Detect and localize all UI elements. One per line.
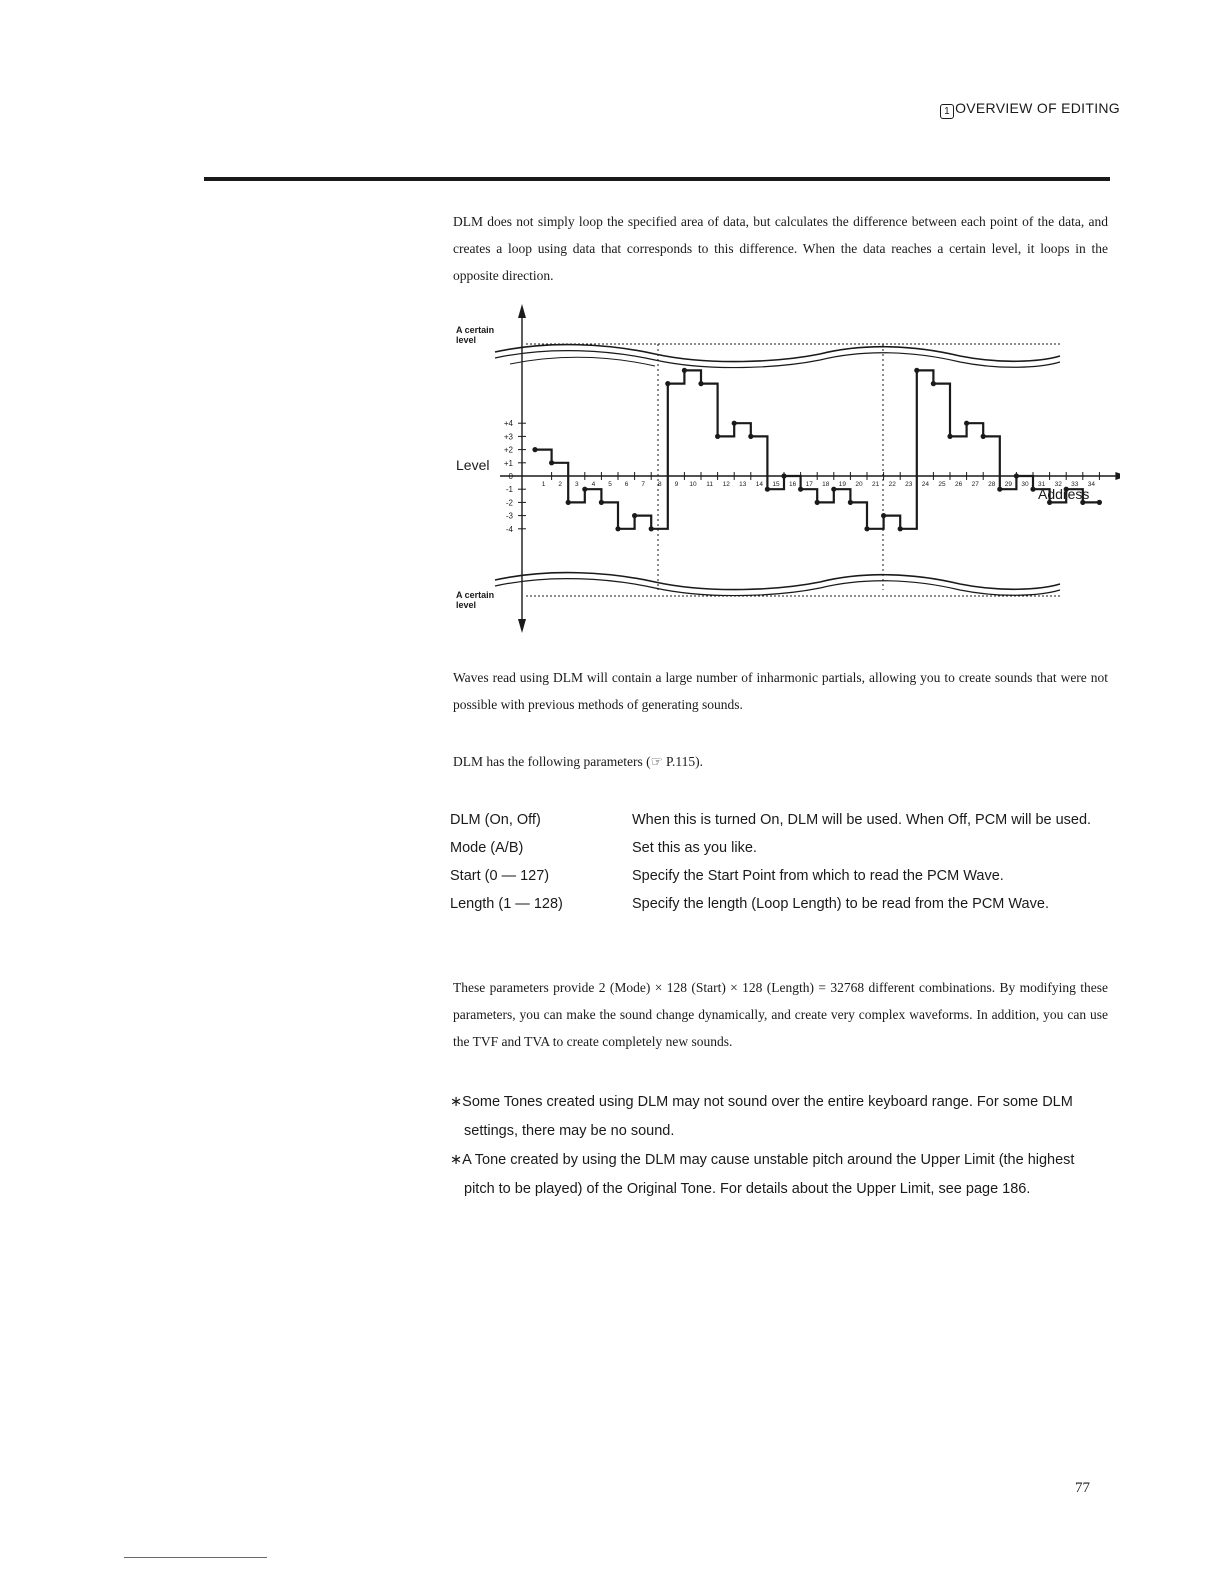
y-axis-label: Level <box>456 457 490 473</box>
data-point <box>981 434 986 439</box>
data-point <box>947 434 952 439</box>
x-tick-label: 15 <box>772 481 780 488</box>
x-tick-label: 20 <box>855 481 863 488</box>
data-point <box>881 513 886 518</box>
parameter-row <box>450 806 1110 834</box>
data-point <box>549 460 554 465</box>
data-point <box>1097 500 1102 505</box>
x-tick-label: 21 <box>871 481 880 488</box>
parameter-description: Specify the length (Loop Length) to be read from the PCM Wave. <box>632 896 1049 912</box>
x-tick-label: 8 <box>657 481 662 488</box>
data-point <box>1014 473 1019 478</box>
partials-paragraph: Waves read using DLM will contain a large number of inharmonic partials, allowing you to create sounds that were not possible with previous methods of generating sounds. <box>453 670 1108 712</box>
y-tick-label: +1 <box>503 458 513 468</box>
data-point <box>931 381 936 386</box>
data-point <box>732 421 737 426</box>
data-point <box>682 368 687 373</box>
data-point <box>765 487 770 492</box>
data-point <box>864 526 869 531</box>
intro-paragraph: DLM does not simply loop the specified area of data, but calculates the difference between each point of the data, and creates a loop using data that corresponds to this difference. When the data reaches a certain level, it loops in the opposite direction. <box>453 214 1108 283</box>
x-tick-label: 33 <box>1071 481 1079 488</box>
data-point <box>1030 487 1035 492</box>
section-title: OVERVIEW OF EDITING <box>955 100 1120 116</box>
data-point <box>848 500 853 505</box>
parameters-intro: DLM has the following parameters (☞ P.115). <box>453 754 704 769</box>
data-point <box>831 487 836 492</box>
parameter-description: Specify the Start Point from which to read the PCM Wave. <box>632 868 1004 884</box>
x-tick-label: 27 <box>971 481 979 488</box>
note-item: ∗A Tone created by using the DLM may cause unstable pitch around the Upper Limit (the highest pitch to be played) of the Original Tone. For details about the Upper Limit, see page 186. <box>450 1152 1075 1197</box>
x-tick-label: 25 <box>938 481 946 488</box>
x-tick-label: 10 <box>689 481 697 488</box>
data-point <box>964 421 969 426</box>
data-point <box>566 500 571 505</box>
data-point <box>582 487 587 492</box>
parameter-table <box>450 806 1110 918</box>
data-point <box>632 513 637 518</box>
data-point <box>599 500 604 505</box>
x-tick-label: 32 <box>1054 481 1062 488</box>
footer-line <box>124 1557 267 1558</box>
notes-list <box>450 1088 1105 1204</box>
x-tick-label: 29 <box>1004 481 1013 488</box>
top-level-label: A certain level <box>456 325 495 345</box>
waveform-line <box>535 370 1099 528</box>
parameter-name: Length (1 — 128) <box>450 896 563 912</box>
x-tick-label: 30 <box>1021 481 1029 488</box>
data-point <box>898 526 903 531</box>
data-point <box>532 447 537 452</box>
parameter-row <box>450 834 1110 862</box>
x-tick-label: 16 <box>788 481 797 488</box>
data-point <box>715 434 720 439</box>
x-tick-label: 3 <box>574 481 579 488</box>
x-tick-label: 12 <box>722 481 730 488</box>
x-tick-label: 28 <box>988 481 996 488</box>
x-axis-arrow-icon <box>1115 472 1120 480</box>
bottom-level-label: A certain level <box>456 590 495 610</box>
x-axis-label: Address <box>1038 486 1090 502</box>
x-tick-label: 4 <box>591 481 596 488</box>
parameter-name: DLM (On, Off) <box>450 812 541 828</box>
parameter-description: When this is turned On, DLM will be used. When Off, PCM will be used. <box>632 812 1092 828</box>
dlm-diagram <box>440 300 1120 645</box>
note-item: ∗Some Tones created using DLM may not sound over the entire keyboard range. For some DLM settings, there may be no sound. <box>450 1094 1073 1139</box>
parameter-row <box>450 890 1110 918</box>
x-tick-label: 19 <box>838 481 847 488</box>
y-tick-label: -4 <box>505 524 513 534</box>
x-tick-label: 9 <box>674 481 679 488</box>
combinations-paragraph: These parameters provide 2 (Mode) × 128 (Start) × 128 (Length) = 32768 different combinations. By modifying these parameters, you can make the sound change dynamically, and create very complex waveforms. In addition, you can use the TVF and TVA to create completely new sounds. <box>453 980 1108 1049</box>
section-number-box: 1 <box>940 104 954 119</box>
x-tick-label: 2 <box>558 481 563 488</box>
data-point <box>997 487 1002 492</box>
data-point <box>815 500 820 505</box>
y-tick-label: -2 <box>505 498 513 508</box>
y-tick-label: +4 <box>503 419 513 429</box>
x-tick-label: 26 <box>954 481 963 488</box>
x-tick-label: 1 <box>541 481 546 488</box>
x-tick-label: 22 <box>888 481 896 488</box>
data-point <box>665 381 670 386</box>
parameter-row <box>450 862 1110 890</box>
x-tick-label: 7 <box>641 481 646 488</box>
data-point <box>914 368 919 373</box>
x-tick-label: 5 <box>608 481 612 488</box>
page-number: 77 <box>1075 1480 1090 1496</box>
data-point <box>698 381 703 386</box>
data-point <box>781 473 786 478</box>
y-tick-label: 0 <box>508 472 513 481</box>
data-point <box>615 526 620 531</box>
y-tick-label: -1 <box>505 485 513 495</box>
header-rule <box>204 177 1110 181</box>
y-tick-label: -3 <box>505 511 513 521</box>
x-tick-label: 24 <box>921 481 930 488</box>
parameter-name: Start (0 — 127) <box>450 868 550 884</box>
x-tick-label: 11 <box>706 481 713 488</box>
x-tick-label: 23 <box>905 481 913 488</box>
parameter-description: Set this as you like. <box>632 840 757 856</box>
x-tick-label: 17 <box>805 481 813 488</box>
x-tick-label: 31 <box>1037 481 1046 488</box>
y-tick-label: +2 <box>503 445 513 455</box>
x-tick-label: 6 <box>624 481 629 488</box>
data-point <box>649 526 654 531</box>
x-tick-label: 13 <box>739 481 747 488</box>
parameter-name: Mode (A/B) <box>450 840 524 856</box>
y-tick-label: +3 <box>503 432 513 442</box>
x-tick-label: 34 <box>1087 481 1096 488</box>
x-tick-label: 18 <box>822 481 830 488</box>
page-header <box>920 100 1120 119</box>
x-tick-label: 14 <box>755 481 764 488</box>
data-point <box>748 434 753 439</box>
data-point <box>798 487 803 492</box>
